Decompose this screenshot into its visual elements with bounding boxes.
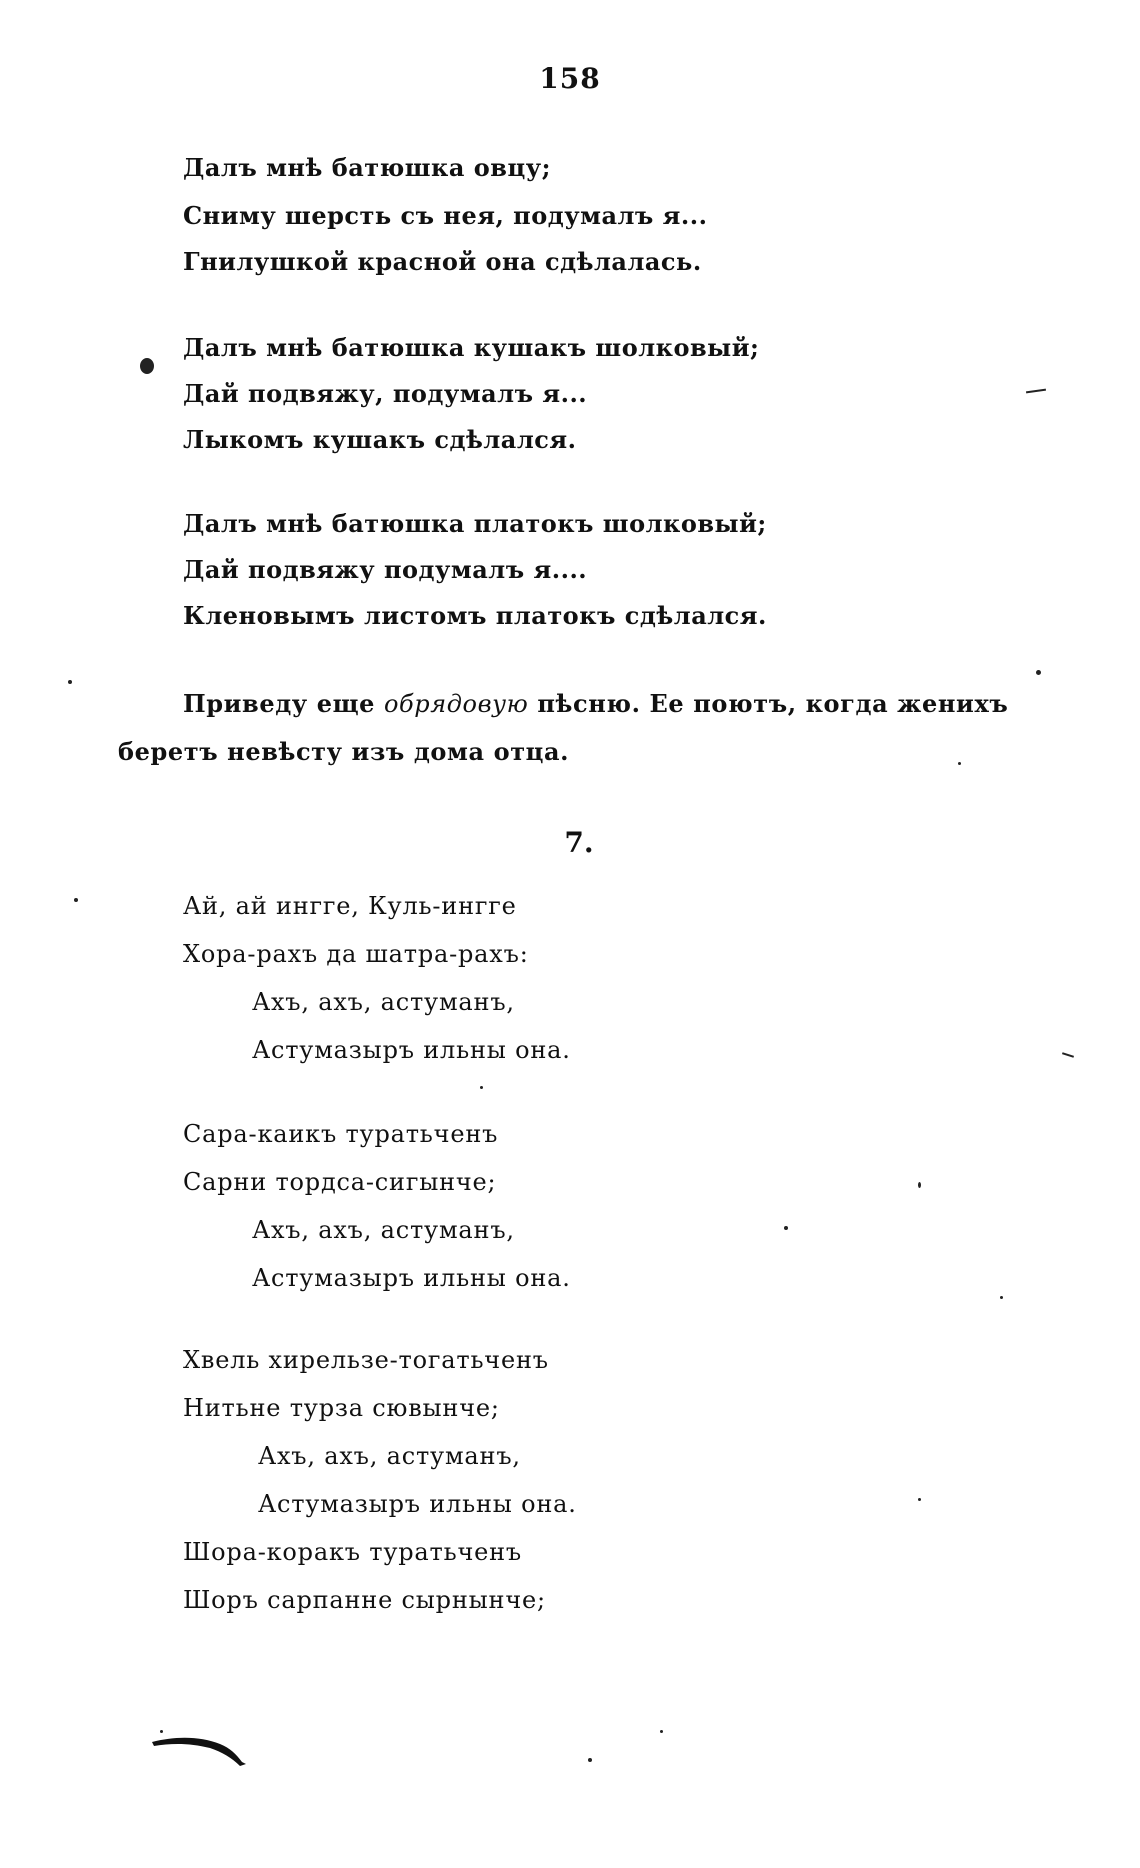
ink-speck <box>74 898 78 902</box>
prose-line <box>118 680 1008 728</box>
verse-line: Хвель хирельзе-тогатьченъ <box>183 1346 549 1374</box>
dash-mark <box>1026 389 1046 394</box>
ink-speck <box>480 1086 483 1089</box>
verse-line: Далъ мнѣ батюшка овцу; <box>183 153 551 182</box>
refrain-line: Астумазыръ ильны она. <box>252 1036 571 1064</box>
verse-line: Сара-каикъ туратьченъ <box>183 1120 499 1148</box>
verse-line: Нитьне турза сювынче; <box>183 1394 500 1422</box>
verse-line: Шора-коракъ туратьченъ <box>183 1538 522 1566</box>
verse-line: Далъ мнѣ батюшка платокъ шолковый; <box>183 509 767 538</box>
prose-italic-word: обрядовую <box>383 690 529 718</box>
refrain-line: Ахъ, ахъ, астуманъ, <box>258 1442 521 1470</box>
verse-line: Ай, ай ингге, Куль-ингге <box>183 892 517 920</box>
verse-line: Сниму шерсть съ нея, подумалъ я... <box>183 201 708 230</box>
prose-line: беретъ невѣсту изъ дома отца. <box>118 737 570 766</box>
ink-speck <box>918 1498 921 1501</box>
dash-mark <box>1062 1052 1074 1058</box>
verse-line: Дай подвяжу подумалъ я.... <box>183 555 588 584</box>
section-number: 7. <box>564 826 594 859</box>
verse-line: Шоръ сарпанне сырнынче; <box>183 1586 546 1614</box>
ink-speck <box>1036 670 1041 675</box>
ink-speck <box>918 1182 921 1188</box>
prose-text: Приведу еще <box>183 689 376 718</box>
ink-speck <box>1000 1296 1003 1299</box>
verse-line: Гнилушкой красной она сдѣлалась. <box>183 247 702 276</box>
verse-line: Хора-рахъ да шатра-рахъ: <box>183 940 529 968</box>
verse-line: Далъ мнѣ батюшка кушакъ шолковый; <box>183 333 760 362</box>
ink-stroke <box>150 1730 250 1770</box>
ink-speck <box>68 680 72 684</box>
verse-line: Лыкомъ кушакъ сдѣлался. <box>183 425 577 454</box>
prose-paragraph <box>118 680 1008 776</box>
refrain-line: Ахъ, ахъ, астуманъ, <box>252 1216 515 1244</box>
refrain-line: Астумазыръ ильны она. <box>252 1264 571 1292</box>
ink-speck <box>958 762 961 765</box>
verse-line: Сарни тордса-сигынче; <box>183 1168 497 1196</box>
refrain-line: Астумазыръ ильны она. <box>258 1490 577 1518</box>
ink-blot <box>140 358 154 374</box>
refrain-line: Ахъ, ахъ, астуманъ, <box>252 988 515 1016</box>
ink-speck <box>588 1758 592 1762</box>
prose-text: пѣсню. Ее поютъ, когда женихъ <box>537 689 1009 718</box>
ink-speck <box>660 1730 663 1733</box>
verse-line: Дай подвяжу, подумалъ я... <box>183 379 588 408</box>
verse-line: Кленовымъ листомъ платокъ сдѣлался. <box>183 601 767 630</box>
page-number: 158 <box>539 62 601 95</box>
ink-speck <box>784 1226 788 1230</box>
